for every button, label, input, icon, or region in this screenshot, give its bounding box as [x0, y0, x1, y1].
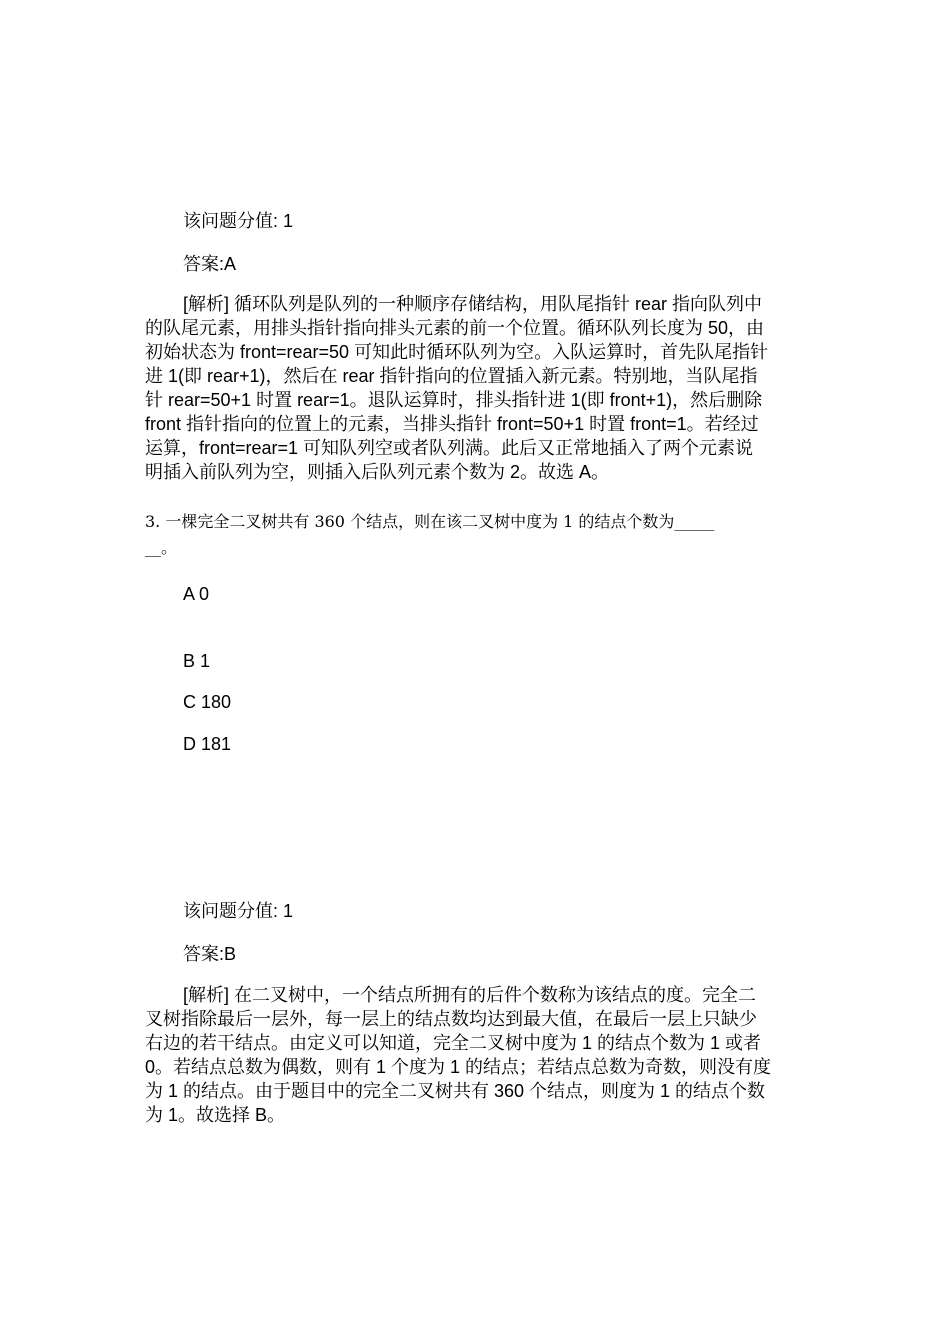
analysis-line: [解析] 在二叉树中，一个结点所拥有的后件个数称为该结点的度。完全二 [183, 985, 756, 1005]
analysis-line: 进 1(即 rear+1)，然后在 rear 指针指向的位置插入新元素。特别地，当队尾指 [145, 366, 758, 386]
analysis-line: [解析] 循环队列是队列的一种顺序存储结构，用队尾指针 rear 指向队列中 [183, 294, 763, 314]
question-text-continued: __。 [145, 538, 178, 557]
analysis-line: 为 1 的结点。由于题目中的完全二叉树共有 360 个结点，则度为 1 的结点个数 [145, 1081, 766, 1101]
analysis-line: 初始状态为 front=rear=50 可知此时循环队列为空。入队运算时，首先队尾指针 [145, 342, 769, 362]
option-c: C 180 [183, 692, 232, 712]
analysis-line: 为 1。故选择 B。 [145, 1105, 286, 1125]
analysis-line: 针 rear=50+1 时置 rear=1。退队运算时，排头指针进 1(即 front+1)，然后删除 [145, 390, 763, 410]
analysis-line: 运算，front=rear=1 可知队列空或者队列满。此后又正常地插入了两个元素说 [145, 438, 754, 458]
answer-label: 答案:A [183, 254, 237, 274]
analysis-line: front 指针指向的位置上的元素，当排头指针 front=50+1 时置 front=1。若经过 [145, 414, 759, 434]
analysis-line: 0。若结点总数为偶数，则有 1 个度为 1 的结点；若结点总数为奇数，则没有度 [145, 1057, 772, 1077]
answer-label: 答案:B [183, 944, 237, 964]
option-a: A 0 [183, 584, 210, 604]
analysis-line: 明插入前队列为空，则插入后队列元素个数为 2。故选 A。 [145, 462, 610, 482]
option-d: D 181 [183, 734, 232, 754]
analysis-line: 叉树指除最后一层外，每一层上的结点数均达到最大值，在最后一层上只缺少 [145, 1009, 757, 1029]
question-text: 3. 一棵完全二叉树共有 360 个结点，则在该二叉树中度为 1 的结点个数为_____ [145, 512, 715, 531]
option-b: B 1 [183, 651, 211, 671]
analysis-line: 的队尾元素，用排头指针指向排头元素的前一个位置。循环队列长度为 50，由 [145, 318, 765, 338]
question-score: 该问题分值: 1 [183, 901, 294, 921]
question-score: 该问题分值: 1 [183, 211, 294, 231]
analysis-line: 右边的若干结点。由定义可以知道，完全二叉树中度为 1 的结点个数为 1 或者 [145, 1033, 762, 1053]
